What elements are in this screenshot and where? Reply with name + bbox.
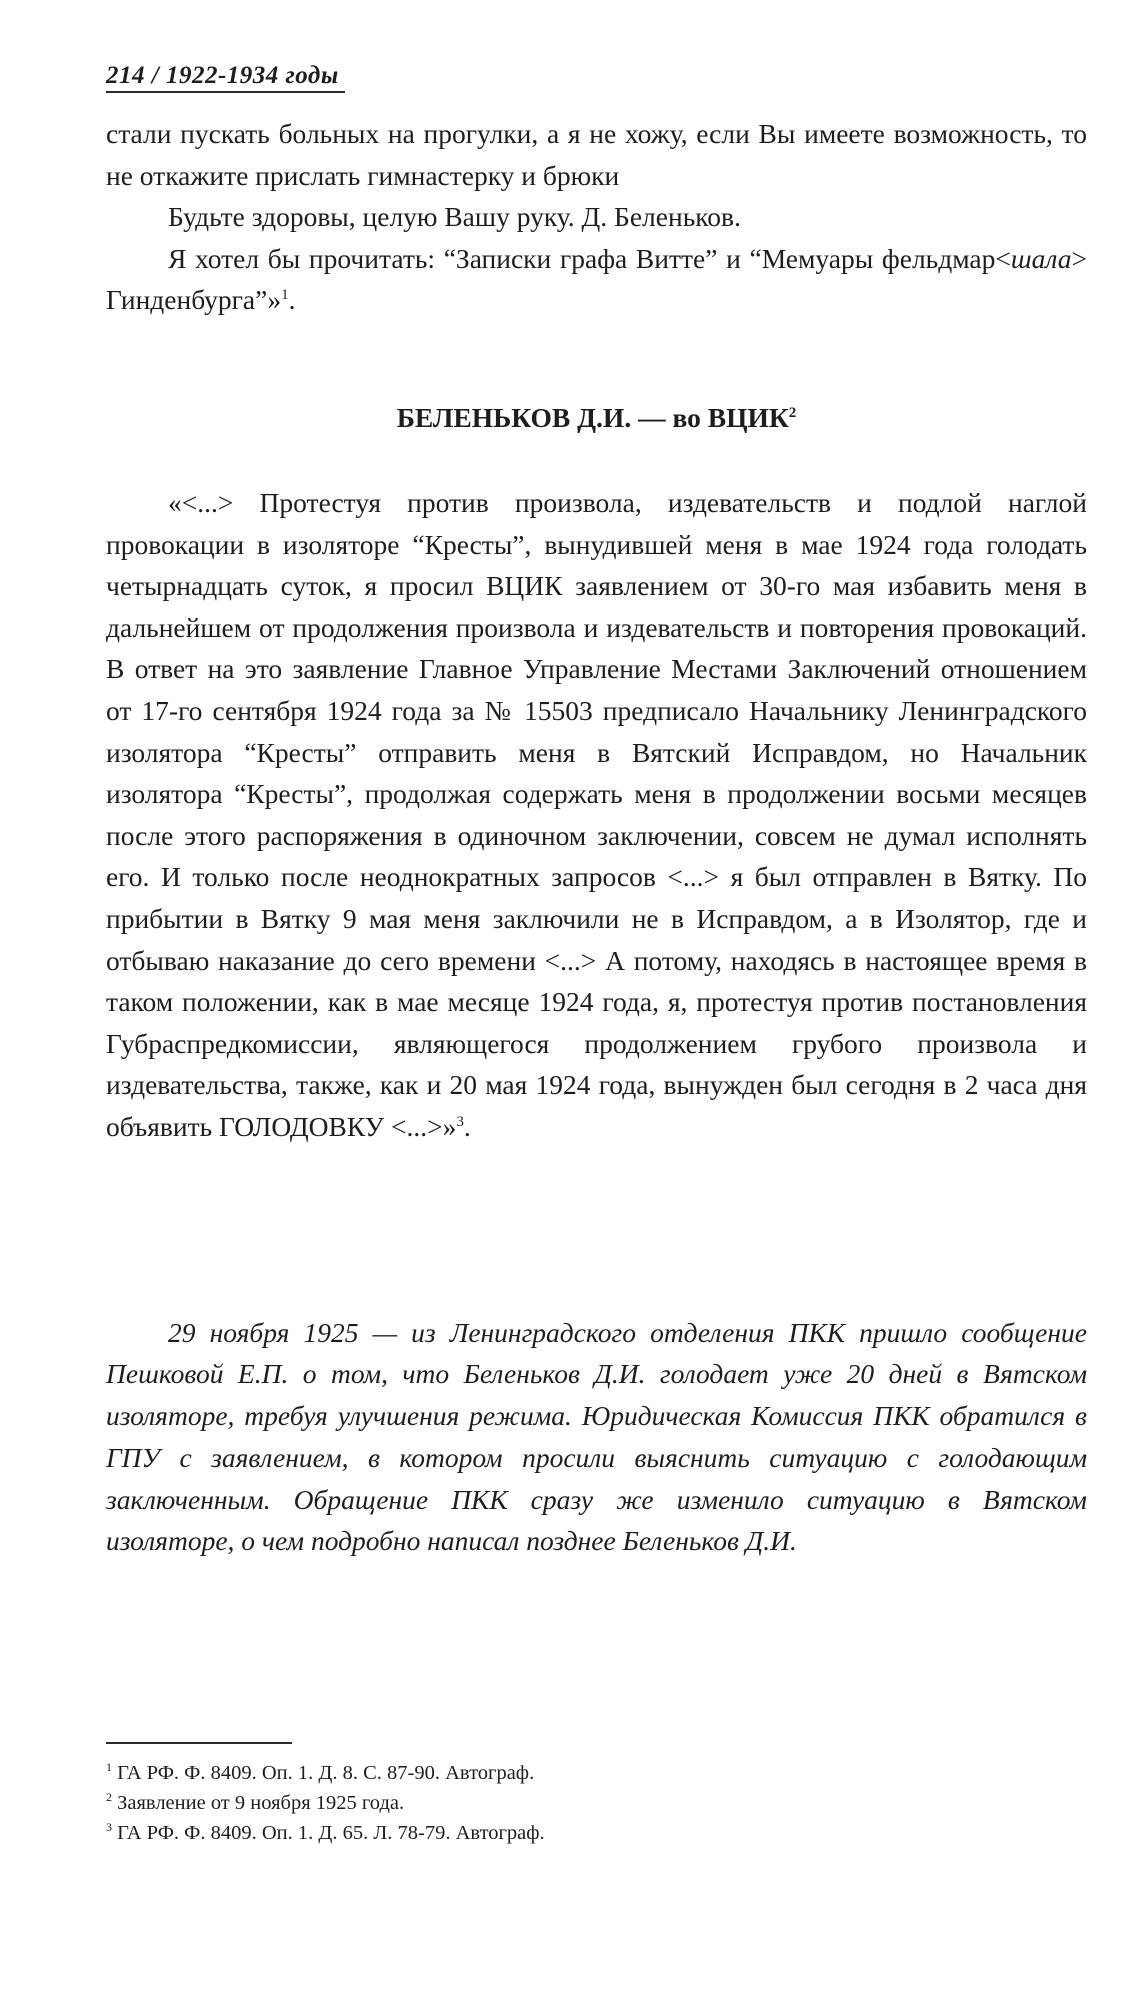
footnote-ref-3: 3 [456, 1113, 464, 1130]
postscript-period: . [288, 284, 296, 316]
document-quote [106, 482, 1087, 1148]
footnote-text: ГА РФ. Ф. 8409. Оп. 1. Д. 65. Л. 78-79. Автограф. [117, 1822, 545, 1844]
letter-postscript [106, 238, 1087, 321]
letter-closing: Будьте здоровы, целую Вашу руку. Д. Беленьков. [168, 201, 741, 233]
postscript-text-start: Я хотел бы прочитать: “Записки графа Витте” и “Мемуары фельдмар< [168, 242, 1011, 274]
footnote-text: Заявление от 9 ноября 1925 года. [117, 1792, 405, 1814]
postscript-italic-fragment: шала [1010, 242, 1072, 274]
letter-paragraph-continued: стали пускать больных на прогулки, а я не хожу, если Вы имеете возможность, то не откажите прислать гимнастерку и брюки [106, 118, 1087, 191]
postscript-text-end: > Гинденбурга”» [106, 242, 1087, 316]
quote-period: . [463, 1110, 471, 1142]
footnote-ref-1: 1 [281, 287, 289, 304]
footnote-mark: 2 [106, 1790, 112, 1805]
editorial-commentary: 29 ноября 1925 — из Ленинградского отделения ПКК пришло сообщение Пешковой Е.П. о том, что Беленьков Д.И. голодает уже 20 дней в Вятском изоляторе, требуя улучшения режима. Юридическая Комиссия ПКК обратился в ГПУ с заявлением, в котором просили выяснить ситуацию с голодающим заключенным. Обращение ПКК сразу же изменило ситуацию в Вятском изоляторе, о чем подробно написал позднее Беленьков Д.И. [106, 1316, 1087, 1557]
running-title: 214 / 1922-1934 годы [106, 62, 339, 89]
footnote [106, 1818, 1006, 1848]
footnote [106, 1788, 1006, 1818]
letter-ending [106, 113, 1087, 321]
footnote-text: ГА РФ. Ф. 8409. Оп. 1. Д. 8. С. 87-90. Автограф. [117, 1762, 535, 1784]
section-heading-text: БЕЛЕНЬКОВ Д.И. — во ВЦИК [396, 402, 789, 433]
footnote-mark: 3 [106, 1820, 112, 1835]
running-header [106, 62, 345, 93]
quote-paragraph [106, 482, 1087, 1148]
section-heading [106, 398, 1087, 438]
quote-text: «<...> Протестуя против произвола, издевательств и подлой наглой провокации в изоляторе “Кресты”, вынудившей меня в мае 1924 года голодать четырнадцать суток, я просил ВЦИК заявлением от 30-го мая избавить меня в дальнейшем от продолжения произвола и издевательств и повторения провокаций. В ответ на это заявление Главное Управление Местами Заключений отношением от 17-го сентября 1924 года за № 15503 предписало Начальнику Ленинградского изолятора “Кресты” отправить меня в Вятский Исправдом, но Начальник изолятора “Кресты”, продолжая содержать меня в продолжении восьми месяцев после этого распоряжения в одиночном заключении, совсем не думал исполнять его. И только после неоднократных запросов <...> я был отправлен в Вятку. По прибытии в Вятку 9 мая меня заключили не в Исправдом, а в Изолятор, где и отбываю наказание до сего времени <...> А потому, находясь в настоящее время в таком положении, как в мае месяце 1924 года, я, протестуя против постановления Губраспредкомиссии, являющегося продолжением грубого произвола и издевательства, также, как и 20 мая 1924 года, вынужден был сегодня в 2 часа дня объявить ГОЛОДОВКУ <...>» [106, 487, 1087, 1142]
footnotes [106, 1758, 1006, 1848]
footnote-mark: 1 [106, 1760, 112, 1775]
footnote [106, 1758, 1006, 1788]
footnote-divider [106, 1742, 292, 1744]
footnote-ref-2: 2 [788, 404, 797, 421]
